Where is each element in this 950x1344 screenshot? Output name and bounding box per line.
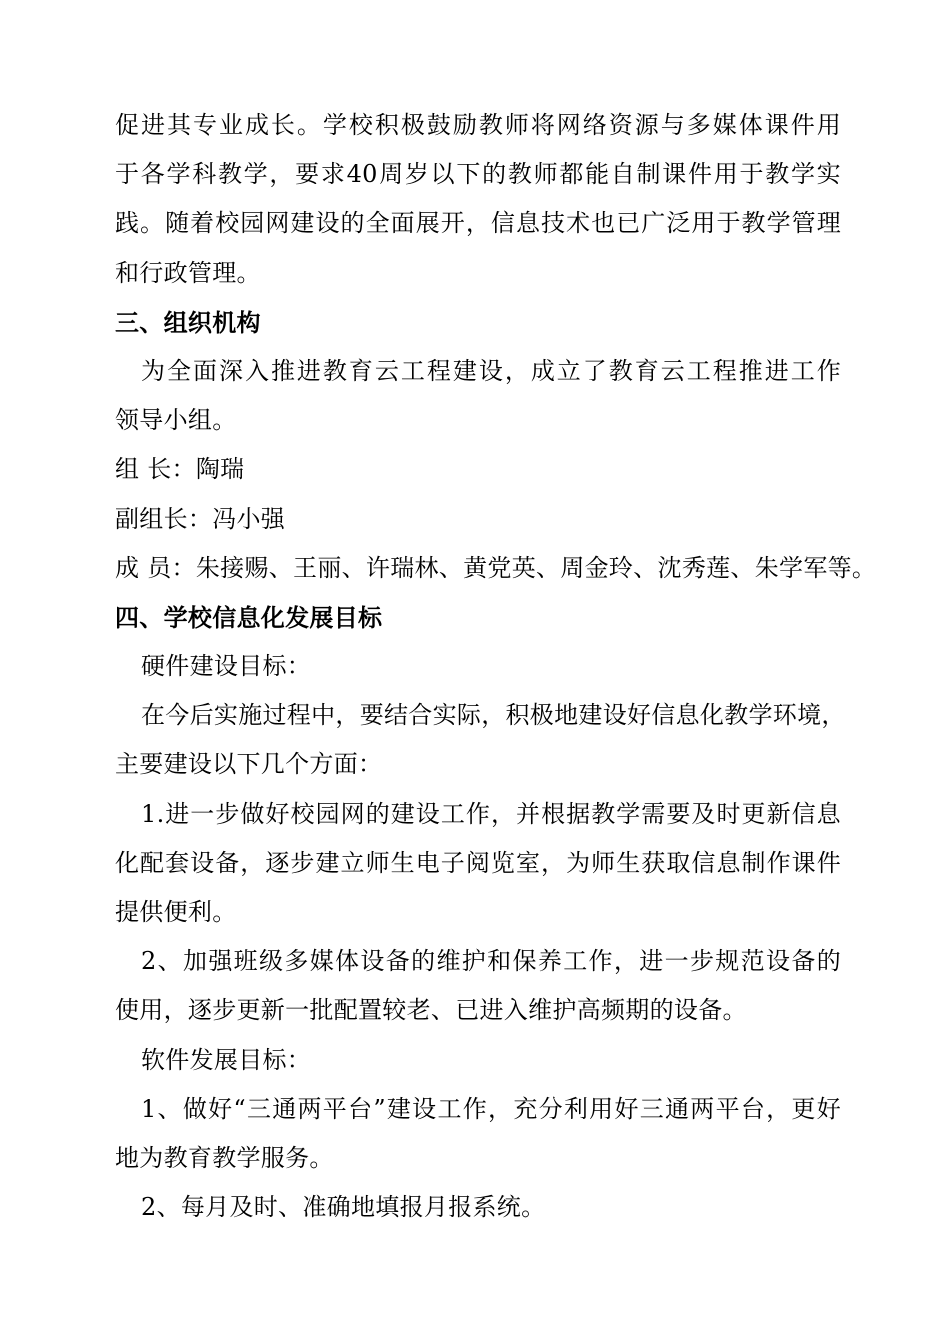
- list-item-line: 2、每月及时、准确地填报月报系统。: [141, 1193, 546, 1222]
- paragraph-line: 践。随着校园网建设的全面展开，信息技术也已广泛用于教学管理: [115, 209, 841, 238]
- document-body: [115, 101, 877, 1232]
- subheading-line: 硬件建设目标：: [141, 652, 312, 681]
- subheading-line: 软件发展目标：: [141, 1045, 312, 1074]
- list-item-line: 化配套设备，逐步建立师生电子阅览室，为师生获取信息制作课件: [115, 848, 841, 877]
- list-item-line: 2、加强班级多媒体设备的维护和保养工作，进一步规范设备的: [141, 947, 841, 976]
- paragraph-line: 领导小组。: [115, 406, 237, 435]
- paragraph-line: 在今后实施过程中，要结合实际，积极地建设好信息化教学环境，: [141, 701, 846, 730]
- list-item-line: 地为教育教学服务。: [115, 1143, 334, 1172]
- paragraph-line: 主要建设以下几个方面：: [115, 750, 383, 779]
- list-item-line: 使用，逐步更新一批配置较老、已进入维护高频期的设备。: [115, 996, 747, 1025]
- section-heading: 三、组织机构: [115, 307, 261, 337]
- paragraph-line: 促进其专业成长。学校积极鼓励教师将网络资源与多媒体课件用: [115, 111, 841, 139]
- list-item-line: 1.进一步做好校园网的建设工作，并根据教学需要及时更新信息: [141, 799, 841, 828]
- list-item-line: 提供便利。: [115, 898, 237, 926]
- section-heading: 四、学校信息化发展目标: [115, 602, 383, 632]
- paragraph-line: 为全面深入推进教育云工程建设，成立了教育云工程推进工作: [141, 356, 841, 385]
- leader-line: 组 长：陶瑞: [115, 455, 245, 484]
- deputy-leader-line: 副组长：冯小强: [115, 504, 286, 533]
- paragraph-line: 和行政管理。: [115, 258, 261, 287]
- list-item-line: 1、做好“三通两平台”建设工作，充分利用好三通两平台，更好: [141, 1094, 841, 1123]
- members-line: 成 员：朱接赐、王丽、许瑞林、黄党英、周金玲、沈秀莲、朱学军等。: [115, 553, 877, 582]
- paragraph-line: 于各学科教学，要求40周岁以下的教师都能自制课件用于教学实: [115, 160, 841, 189]
